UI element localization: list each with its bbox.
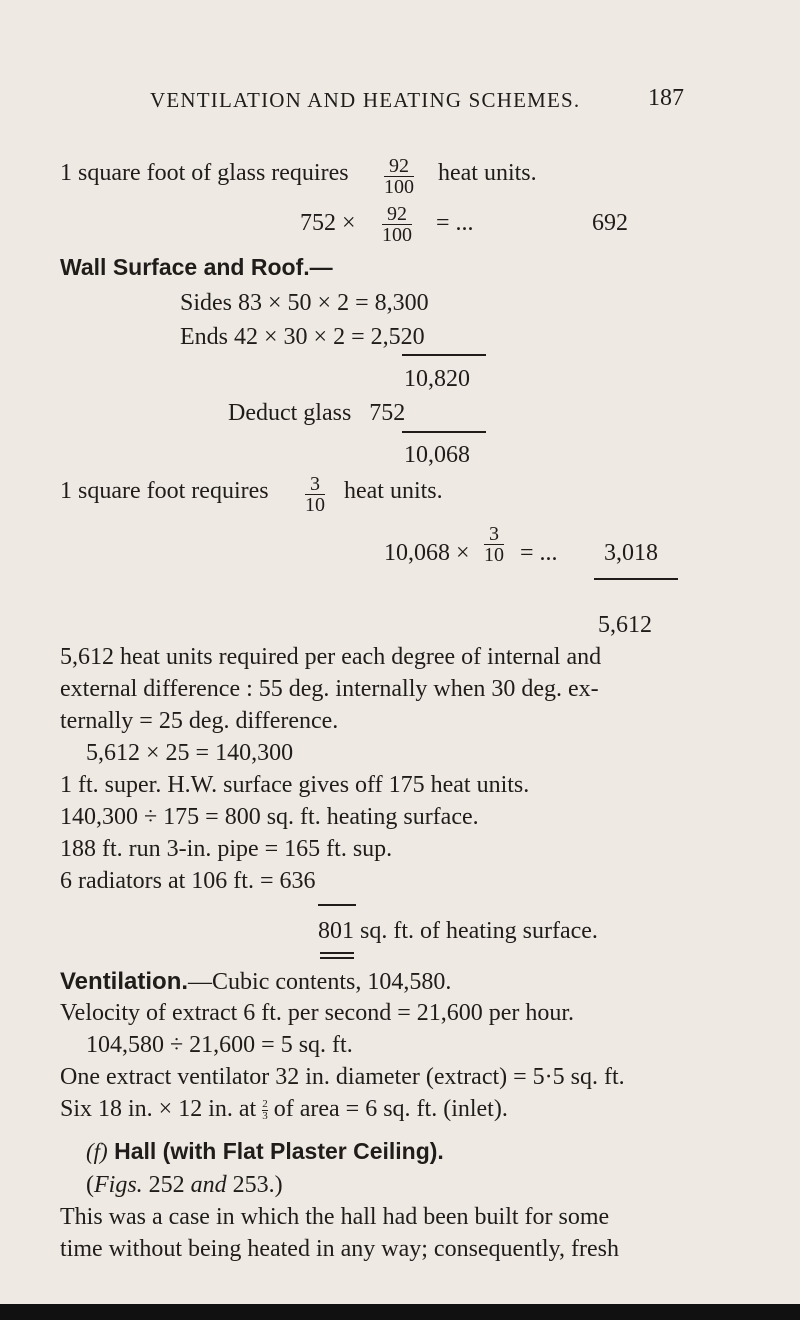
- closing-line-1: This was a case in which the hall had been built for some: [60, 1204, 610, 1230]
- section-marker: (f): [86, 1139, 108, 1164]
- page-bottom-edge: [0, 1304, 800, 1320]
- ventilation-fraction: [262, 1099, 268, 1122]
- body-line-3: ternally = 25 deg. difference.: [60, 708, 339, 734]
- ventilation-line-1: [60, 968, 451, 996]
- wall-requirement-text: 1 square foot requires: [60, 478, 269, 504]
- figs-and: and: [190, 1172, 227, 1198]
- figs-label: Figs.: [94, 1172, 143, 1198]
- glass-requirement-text: 1 square foot of glass requires: [60, 160, 349, 186]
- wall-subtotal: 10,820: [404, 366, 470, 392]
- figs-ref-a: 252: [148, 1172, 185, 1198]
- wall-fraction-numerator: 3: [305, 474, 325, 495]
- ventilation-cubic-contents: —Cubic contents, 104,580.: [188, 969, 452, 995]
- glass-calc-fraction: [382, 204, 412, 245]
- ventilation-heading: Ventilation.: [60, 968, 189, 995]
- section-heading: [86, 1138, 444, 1165]
- glass-fraction-numerator: 92: [384, 156, 414, 177]
- wall-net-total: 10,068: [404, 442, 470, 468]
- wall-surface-heading: Wall Surface and Roof.—: [60, 254, 333, 280]
- glass-requirement-unit: heat units.: [438, 160, 537, 186]
- ventilation-line-5-post: of area = 6 sq. ft. (inlet).: [273, 1096, 508, 1122]
- glass-fraction-denominator: 100: [384, 176, 414, 198]
- wall-calc-equals: = ...: [520, 540, 558, 566]
- wall-calc-fraction: [484, 524, 504, 565]
- wall-calc-result: 3,018: [604, 540, 658, 566]
- figs-ref-b: 253.: [232, 1172, 275, 1198]
- page-number: 187: [648, 85, 684, 111]
- wall-fraction-denominator: 10: [305, 494, 325, 516]
- grand-total-rule: [594, 578, 678, 580]
- ventilation-line-5-pre: Six 18 in. × 12 in. at: [60, 1096, 257, 1122]
- ventilation-line-4: One extract ventilator 32 in. diameter (extract) = 5·5 sq. ft.: [60, 1064, 625, 1090]
- wall-calc-numerator: 3: [484, 524, 504, 545]
- double-rule-bottom: [320, 957, 354, 959]
- glass-calc-denominator: 100: [382, 224, 412, 246]
- glass-calc-numerator: 92: [382, 204, 412, 225]
- glass-calc-result: 692: [592, 210, 628, 236]
- grand-total: 5,612: [598, 612, 652, 638]
- body-line-7: 188 ft. run 3-in. pipe = 165 ft. sup.: [60, 836, 393, 862]
- wall-requirement-unit: heat units.: [344, 478, 443, 504]
- body-line-9: 801 sq. ft. of heating surface.: [318, 918, 598, 944]
- net-rule: [402, 431, 486, 433]
- ventilation-fraction-denominator: 3: [262, 1109, 268, 1122]
- closing-line-2: time without being heated in any way; consequently, fresh: [60, 1236, 619, 1262]
- heating-rule: [318, 904, 356, 906]
- wall-fraction: [305, 474, 325, 515]
- wall-calc-denominator: 10: [484, 544, 504, 566]
- body-line-1: 5,612 heat units required per each degree of internal and: [60, 644, 602, 670]
- ventilation-line-2: Velocity of extract 6 ft. per second = 21,600 per hour.: [60, 1000, 575, 1026]
- wall-sides-line: Sides 83 × 50 × 2 = 8,300: [180, 290, 429, 316]
- subtotal-rule: [402, 354, 486, 356]
- wall-ends-line: Ends 42 × 30 × 2 = 2,520: [180, 324, 425, 350]
- ventilation-line-5: [60, 1096, 508, 1123]
- ventilation-fraction-numerator: 2: [262, 1097, 268, 1110]
- body-line-5: 1 ft. super. H.W. surface gives off 175 heat units.: [60, 772, 530, 798]
- body-line-8: 6 radiators at 106 ft. = 636: [60, 868, 316, 894]
- double-rule-top: [320, 952, 354, 954]
- glass-calc-equals: = ...: [436, 210, 474, 236]
- ventilation-line-3: 104,580 ÷ 21,600 = 5 sq. ft.: [86, 1032, 353, 1058]
- deduct-glass-line: Deduct glass 752: [228, 400, 406, 426]
- glass-fraction: [384, 156, 414, 197]
- running-header-title: VENTILATION AND HEATING SCHEMES.: [150, 88, 581, 112]
- glass-calc-text: 752 ×: [300, 210, 356, 236]
- body-line-2: external difference : 55 deg. internally when 30 deg. ex-: [60, 676, 599, 702]
- figure-reference: (Figs. 252 and 253.): [86, 1172, 283, 1198]
- body-line-4: 5,612 × 25 = 140,300: [86, 740, 294, 766]
- body-line-6: 140,300 ÷ 175 = 800 sq. ft. heating surface.: [60, 804, 479, 830]
- wall-calc-text: 10,068 ×: [384, 540, 470, 566]
- section-title: Hall (with Flat Plaster Ceiling).: [114, 1138, 444, 1164]
